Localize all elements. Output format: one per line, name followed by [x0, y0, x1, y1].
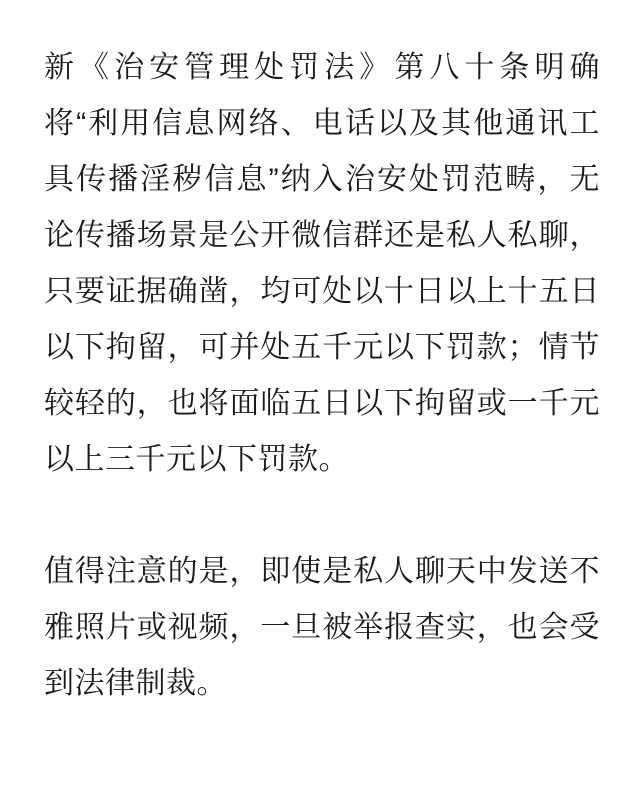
article-body: [44, 40, 600, 712]
paragraph: 新《治安管理处罚法》第八十条明确将“利用信息网络、电话以及其他通讯工具传播淫秽信息”纳入治安处罚范畴，无论传播场景是公开微信群还是私人私聊，只要证据确凿，均可处以十日以上十五日以下拘留，可并处五千元以下罚款；情节较轻的，也将面临五日以下拘留或一千元以上三千元以下罚款。: [44, 51, 600, 476]
paragraph: 值得注意的是，即使是私人聊天中发送不雅照片或视频，一旦被举报查实，也会受到法律制裁。: [44, 555, 600, 700]
